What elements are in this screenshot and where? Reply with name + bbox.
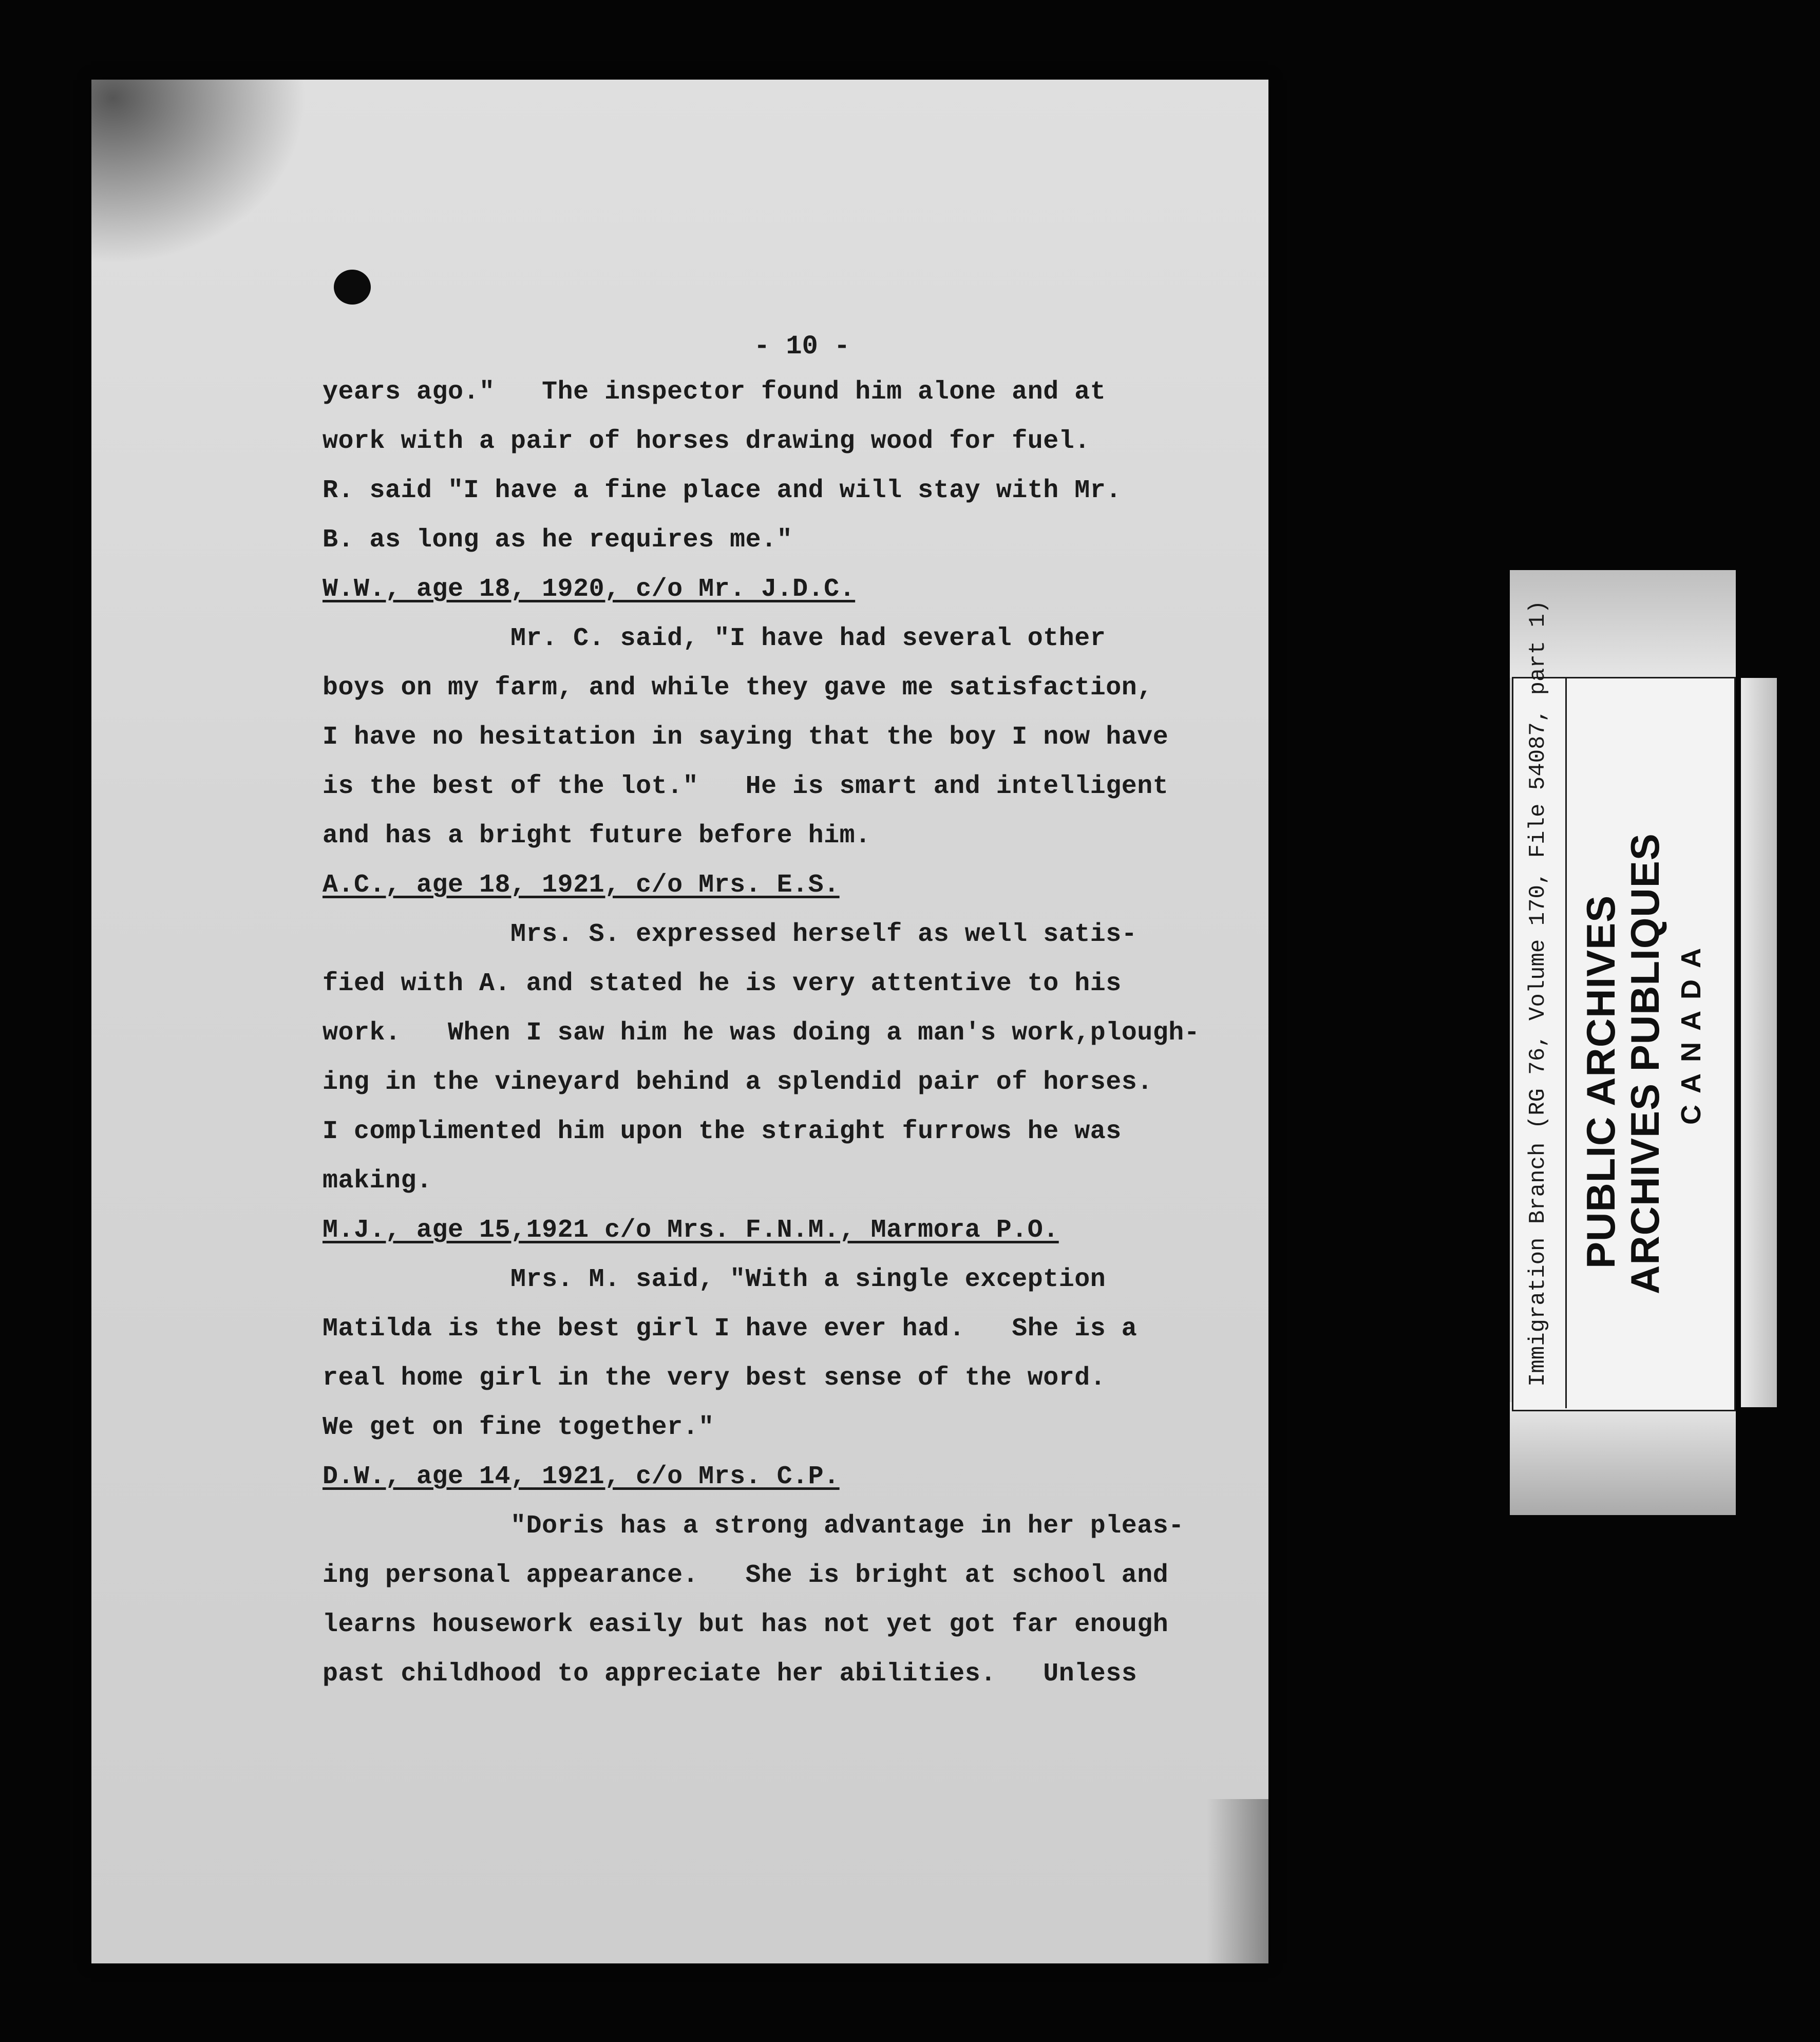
archive-title-line1: PUBLIC ARCHIVES — [1578, 895, 1623, 1269]
text-line: work with a pair of horses drawing wood for fuel. — [323, 427, 1090, 456]
text-line: making. — [323, 1166, 432, 1196]
text-line: is the best of the lot." He is smart and intelligent — [323, 772, 1169, 801]
record-heading: D.W., age 14, 1921, c/o Mrs. C.P. — [323, 1462, 840, 1491]
text-line: Mrs. M. said, "With a single exception — [323, 1265, 1106, 1294]
page-number: - 10 - — [754, 331, 850, 362]
text-line: "Doris has a strong advantage in her pleas- — [323, 1511, 1184, 1541]
text-line: and has a bright future before him. — [323, 821, 871, 850]
punch-hole — [334, 270, 371, 305]
label-bottom-fold — [1510, 1402, 1736, 1515]
text-line: past childhood to appreciate her abilities. Unless — [323, 1659, 1138, 1689]
archive-title-line2: ARCHIVES PUBLIQUES — [1622, 833, 1667, 1294]
text-line: We get on fine together." — [323, 1413, 714, 1442]
label-side-strip — [1741, 678, 1777, 1407]
text-line: ing in the vineyard behind a splendid pair of horses. — [323, 1068, 1153, 1097]
text-line: Mrs. S. expressed herself as well satis- — [323, 920, 1138, 949]
text-line: fied with A. and stated he is very attentive to his — [323, 969, 1122, 998]
text-line: years ago." The inspector found him alone and at — [323, 377, 1106, 407]
text-line: B. as long as he requires me." — [323, 525, 793, 555]
record-heading: A.C., age 18, 1921, c/o Mrs. E.S. — [323, 871, 840, 900]
text-line: work. When I saw him he was doing a man's work,plough- — [323, 1018, 1200, 1048]
text-line: learns housework easily but has not yet got far enough — [323, 1610, 1169, 1639]
text-line: real home girl in the very best sense of the word. — [323, 1364, 1106, 1393]
text-line: R. said "I have a fine place and will stay with Mr. — [323, 476, 1122, 505]
archive-title-canada: CANADA — [1676, 937, 1707, 1125]
record-heading: M.J., age 15,1921 c/o Mrs. F.N.M., Marmora P.O. — [323, 1216, 1059, 1245]
text-line: I complimented him upon the straight furrows he was — [323, 1117, 1122, 1146]
text-line: Matilda is the best girl I have ever had. She is a — [323, 1314, 1138, 1344]
text-line: Mr. C. said, "I have had several other — [323, 624, 1106, 653]
document-page — [91, 80, 1268, 1963]
text-line: ing personal appearance. She is bright at school and — [323, 1561, 1169, 1590]
text-line: I have no hesitation in saying that the boy I now have — [323, 723, 1169, 752]
text-line: boys on my farm, and while they gave me satisfaction, — [323, 673, 1153, 703]
archive-reference: Immigration Branch (RG 76, Volume 170, File 54087, part 1) — [1525, 600, 1551, 1387]
record-heading: W.W., age 18, 1920, c/o Mr. J.D.C. — [323, 575, 856, 604]
